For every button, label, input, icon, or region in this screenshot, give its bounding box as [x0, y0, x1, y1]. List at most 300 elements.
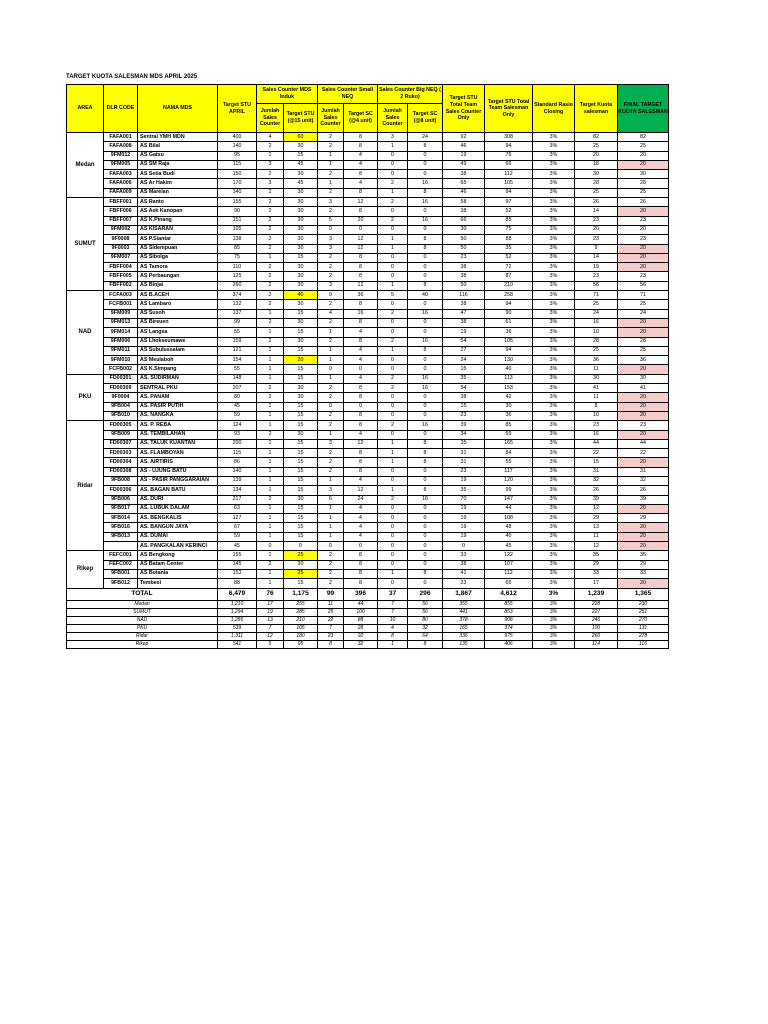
table-cell: 3% [533, 188, 575, 197]
area-summary-cell: 260 [575, 632, 618, 640]
table-row [67, 402, 669, 411]
table-cell: 94 [485, 300, 533, 309]
area-summary-cell: 8 [318, 641, 344, 649]
table-cell: SENTRAL PKU [138, 384, 218, 393]
table-cell: FCFA003 [104, 291, 138, 300]
table-cell: 30 [284, 337, 318, 346]
table-cell: 15 [284, 328, 318, 337]
table-row [67, 476, 669, 485]
table-cell: 15 [284, 374, 318, 383]
table-cell: 54 [443, 384, 485, 393]
table-cell: 2 [257, 235, 284, 244]
table-cell: 1 [318, 476, 344, 485]
table-cell: 30 [284, 300, 318, 309]
table-cell: 9FM002 [104, 225, 138, 234]
table-cell: 9 [318, 291, 344, 300]
table-cell: 15 [284, 309, 318, 318]
table-cell: 15 [284, 411, 318, 420]
table-cell: 170 [218, 179, 257, 188]
table-cell: 24 [443, 356, 485, 365]
header-area: AREA [67, 85, 104, 133]
table-cell: 0 [378, 151, 408, 160]
table-cell: 0 [408, 430, 443, 439]
table-cell: 63 [218, 504, 257, 513]
table-cell: 2 [257, 318, 284, 327]
area-summary-row [67, 616, 669, 624]
table-cell: 4 [344, 374, 378, 383]
table-cell: 8 [344, 142, 378, 151]
area-summary-cell: 13 [257, 616, 284, 624]
table-cell: 25 [618, 346, 669, 355]
area-summary-row [67, 608, 669, 616]
table-cell: 0 [408, 579, 443, 588]
table-row [67, 486, 669, 495]
table-cell: 15 [443, 365, 485, 374]
table-cell: 19 [443, 151, 485, 160]
table-cell: 2 [318, 300, 344, 309]
table-cell: 9FB013 [104, 532, 138, 541]
area-summary-cell: 28 [344, 624, 378, 632]
table-cell: 36 [485, 328, 533, 337]
table-row [67, 551, 669, 560]
table-cell: 8 [408, 281, 443, 290]
table-cell: 19 [443, 532, 485, 541]
table-cell: 134 [218, 486, 257, 495]
table-cell: 1 [257, 411, 284, 420]
area-summary-cell: 1,311 [218, 632, 257, 640]
table-cell: 258 [485, 291, 533, 300]
area-summary-cell: 3% [533, 632, 575, 640]
table-cell: 0 [378, 328, 408, 337]
table-cell: 3% [533, 551, 575, 560]
area-summary-cell: 270 [618, 616, 669, 624]
table-cell: 124 [218, 421, 257, 430]
table-row [67, 300, 669, 309]
table-cell: 40 [485, 532, 533, 541]
table-cell: 130 [485, 356, 533, 365]
table-cell: 22 [618, 449, 669, 458]
table-cell: 8 [575, 402, 618, 411]
header-jumlah-sales-counter-induk: Jumlah Sales Counter [257, 104, 284, 133]
table-cell: 8 [344, 411, 378, 420]
table-cell: 3% [533, 346, 575, 355]
table-cell: 4 [344, 476, 378, 485]
table-cell: 4 [344, 504, 378, 513]
area-summary-cell: 56 [408, 600, 443, 608]
area-summary-cell: 230 [618, 600, 669, 608]
table-cell: 55 [218, 365, 257, 374]
table-cell: 8 [344, 551, 378, 560]
table-cell: 3% [533, 281, 575, 290]
table-cell: 0 [378, 253, 408, 262]
table-cell: 2 [257, 263, 284, 272]
table-cell: 9FB009 [104, 430, 138, 439]
area-summary-cell: 135 [443, 641, 485, 649]
table-cell: 30 [618, 170, 669, 179]
table-cell: 24 [344, 495, 378, 504]
table-cell: 0 [408, 151, 443, 160]
table-cell: 0 [318, 542, 344, 551]
table-cell: 1 [257, 449, 284, 458]
table-cell: 3% [533, 532, 575, 541]
table-cell: 30 [485, 402, 533, 411]
table-cell: AS. NANGKA [138, 411, 218, 420]
table-row [67, 281, 669, 290]
table-row [67, 569, 669, 578]
header-jumlah-sales-counter-small: Jumlah Sales Counter [318, 104, 344, 133]
header-target-stu-15: Target STU (@15 unit) [284, 104, 318, 133]
table-cell: FD00308 [104, 467, 138, 476]
table-cell: FBFF001 [104, 198, 138, 207]
table-row [67, 253, 669, 262]
table-cell: 308 [485, 133, 533, 142]
table-cell: AS. AIRTIRIS [138, 458, 218, 467]
area-summary-cell: 180 [284, 632, 318, 640]
table-cell: 26 [618, 198, 669, 207]
table-cell: 0 [408, 504, 443, 513]
table-cell: 40 [485, 365, 533, 374]
table-cell: 140 [218, 467, 257, 476]
table-cell: 12 [344, 486, 378, 495]
table-cell: 59 [485, 430, 533, 439]
table-cell: AS - PASIR PANGGARAIAN [138, 476, 218, 485]
table-cell: 36 [344, 291, 378, 300]
table-cell: 3 [318, 198, 344, 207]
table-cell: 75 [485, 225, 533, 234]
table-cell: 139 [218, 476, 257, 485]
table-cell: 94 [485, 142, 533, 151]
table-row [67, 393, 669, 402]
table-row [67, 458, 669, 467]
table-cell: 4 [344, 179, 378, 188]
table-cell: 8 [344, 467, 378, 476]
table-cell: 19 [575, 263, 618, 272]
area-summary-label: Rikep [67, 641, 218, 649]
table-cell: 8 [408, 439, 443, 448]
table-cell: 115 [218, 160, 257, 169]
table-cell: AS. P. REBA [138, 421, 218, 430]
area-summary-cell: 56 [408, 608, 443, 616]
table-cell: 30 [618, 374, 669, 383]
header-sc-big-neq: Sales Counter Big NEQ ( 2 Ruko) [378, 85, 443, 104]
table-cell: AS Setia Budi [138, 170, 218, 179]
table-cell: AS. SUDIRMAN [138, 374, 218, 383]
table-cell: 1 [257, 504, 284, 513]
table-cell: 66 [485, 160, 533, 169]
table-cell: 2 [318, 449, 344, 458]
table-cell: 1 [257, 253, 284, 262]
table-cell: 19 [443, 504, 485, 513]
table-cell: 110 [218, 263, 257, 272]
table-cell: 55 [218, 328, 257, 337]
area-summary-cell: 165 [443, 624, 485, 632]
table-cell: AS Tamora [138, 263, 218, 272]
table-cell: 2 [257, 393, 284, 402]
table-cell: 0 [408, 160, 443, 169]
table-cell: 2 [318, 458, 344, 467]
table-cell: 0 [408, 253, 443, 262]
table-cell: 13 [575, 523, 618, 532]
area-cell: SUMUT [67, 198, 104, 291]
total-cell: 99 [318, 588, 344, 600]
table-cell: 8 [408, 346, 443, 355]
table-cell: 0 [378, 579, 408, 588]
table-cell: 9FM011 [104, 346, 138, 355]
header-jumlah-sales-counter-big: Jumlah Sales Counter [378, 104, 408, 133]
table-cell: 9FM009 [104, 309, 138, 318]
table-cell: 20 [284, 356, 318, 365]
table-cell: 116 [443, 291, 485, 300]
table-cell: 70 [443, 495, 485, 504]
table-cell: 3% [533, 179, 575, 188]
table-cell: 113 [485, 374, 533, 383]
area-summary-label: NAD [67, 616, 218, 624]
table-cell: 2 [378, 421, 408, 430]
table-row [67, 346, 669, 355]
table-cell: 154 [218, 356, 257, 365]
table-cell: AS Subulussalam [138, 346, 218, 355]
table-cell: AS K.Simpang [138, 365, 218, 374]
table-cell: 4 [344, 532, 378, 541]
table-cell: 4 [318, 309, 344, 318]
table-cell: 44 [575, 439, 618, 448]
table-cell: 88 [218, 579, 257, 588]
table-cell: 3 [318, 244, 344, 253]
table-row [67, 337, 669, 346]
table-cell: 15 [284, 514, 318, 523]
table-cell: 2 [257, 291, 284, 300]
table-cell: 9FB016 [104, 523, 138, 532]
table-cell: 23 [575, 235, 618, 244]
table-cell: AS. LUBUK DALAM [138, 504, 218, 513]
table-row [67, 142, 669, 151]
table-cell: 217 [218, 495, 257, 504]
table-cell: 0 [408, 207, 443, 216]
table-cell: 85 [485, 216, 533, 225]
header-target-sc-8: Target SC (@8 unit) [408, 104, 443, 133]
table-cell: 9FM012 [104, 151, 138, 160]
table-cell: 0 [408, 532, 443, 541]
table-cell: 15 [284, 365, 318, 374]
table-cell: 35 [443, 486, 485, 495]
table-cell: AS Batam Center [138, 560, 218, 569]
header-final-target-kuota-salesman: FINAL TARGET KUOTA SALESMAN [618, 85, 669, 133]
table-cell: 3% [533, 133, 575, 142]
table-cell: 30 [284, 560, 318, 569]
total-cell: 4,612 [485, 588, 533, 600]
table-cell: 30 [284, 142, 318, 151]
table-cell: 1 [257, 523, 284, 532]
table-cell: 0 [408, 476, 443, 485]
table-cell: 3% [533, 458, 575, 467]
area-summary-cell: 3% [533, 616, 575, 624]
area-summary-row [67, 624, 669, 632]
area-summary-cell: 3% [533, 624, 575, 632]
table-cell: Sentral YMH MDN [138, 133, 218, 142]
table-cell: 8 [344, 458, 378, 467]
area-summary-cell: 1 [378, 641, 408, 649]
table-cell: 2 [378, 216, 408, 225]
table-cell: 9FM014 [104, 328, 138, 337]
table-cell: 3% [533, 328, 575, 337]
total-cell: 76 [257, 588, 284, 600]
table-cell: 12 [344, 439, 378, 448]
table-row [67, 160, 669, 169]
table-cell: 34 [443, 430, 485, 439]
table-cell: 23 [618, 272, 669, 281]
table-cell: 2 [257, 225, 284, 234]
table-cell: 20 [344, 216, 378, 225]
table-cell: FCFB002 [104, 365, 138, 374]
total-row [67, 588, 669, 600]
table-cell: 9FM013 [104, 318, 138, 327]
table-cell: 31 [443, 449, 485, 458]
table-row [67, 532, 669, 541]
table-cell: 15 [284, 346, 318, 355]
table-cell: 25 [575, 300, 618, 309]
table-cell: FAFA006 [104, 179, 138, 188]
table-cell: 28 [618, 179, 669, 188]
area-summary-cell: 378 [443, 616, 485, 624]
area-cell: Ridar [67, 421, 104, 551]
table-cell: 2 [257, 384, 284, 393]
total-cell: 1,867 [443, 588, 485, 600]
table-row [67, 188, 669, 197]
area-summary-cell: 10 [378, 616, 408, 624]
table-cell: 32 [575, 476, 618, 485]
area-summary-row [67, 641, 669, 649]
table-cell: 8 [344, 384, 378, 393]
area-summary-cell: 4 [378, 624, 408, 632]
table-cell: 14 [575, 253, 618, 262]
table-cell: 67 [218, 523, 257, 532]
table-cell: 8 [408, 235, 443, 244]
table-cell: 8 [344, 318, 378, 327]
table-cell: AS. FLAMBOYAN [138, 449, 218, 458]
table-cell: 38 [443, 393, 485, 402]
table-cell: 2 [257, 272, 284, 281]
table-cell: FBFF005 [104, 272, 138, 281]
table-cell: 0 [378, 514, 408, 523]
table-cell: 165 [485, 439, 533, 448]
table-cell: 3% [533, 244, 575, 253]
table-cell: 8 [408, 188, 443, 197]
table-cell: 40 [408, 291, 443, 300]
table-cell: 36 [575, 356, 618, 365]
table-cell: 8 [344, 421, 378, 430]
table-row [67, 151, 669, 160]
area-summary-cell: 1,286 [218, 616, 257, 624]
table-cell: 86 [218, 458, 257, 467]
table-cell: 1 [378, 439, 408, 448]
table-cell: 8 [344, 579, 378, 588]
total-cell: 1,365 [618, 588, 669, 600]
table-cell: 15 [284, 151, 318, 160]
table-cell: 20 [618, 253, 669, 262]
table-cell: FAFA003 [104, 170, 138, 179]
table-cell: 2 [318, 253, 344, 262]
table-cell: 0 [344, 402, 378, 411]
table-cell: 3% [533, 449, 575, 458]
table-cell: 23 [443, 467, 485, 476]
table-cell: 8 [344, 560, 378, 569]
area-summary-cell: 278 [618, 632, 669, 640]
table-cell: FD00306 [104, 486, 138, 495]
table-cell: 2 [378, 374, 408, 383]
table-cell: 30 [284, 272, 318, 281]
table-cell: 30 [575, 170, 618, 179]
table-row [67, 514, 669, 523]
table-cell: 3% [533, 560, 575, 569]
table-cell: 10 [575, 328, 618, 337]
table-cell: 1 [378, 486, 408, 495]
area-summary-cell: 100 [575, 624, 618, 632]
table-cell: 3 [318, 281, 344, 290]
table-cell: 23 [575, 421, 618, 430]
table-cell: AS Ranto [138, 198, 218, 207]
table-cell: 3% [533, 421, 575, 430]
table-cell: 92 [443, 133, 485, 142]
table-cell: 105 [218, 225, 257, 234]
table-cell: 23 [618, 421, 669, 430]
area-summary-cell: 116 [618, 641, 669, 649]
area-summary-cell: 285 [284, 608, 318, 616]
table-cell: 35 [618, 551, 669, 560]
table-cell: 54 [443, 337, 485, 346]
table-cell: 2 [318, 133, 344, 142]
total-cell: 6,479 [218, 588, 257, 600]
table-cell: AS. BANGUN JAYA [138, 523, 218, 532]
table-cell: 24 [408, 133, 443, 142]
table-cell: 0 [378, 411, 408, 420]
header-dlr-code: DLR CODE [104, 85, 138, 133]
table-cell: 260 [218, 281, 257, 290]
table-cell: 15 [284, 486, 318, 495]
table-cell: 16 [408, 495, 443, 504]
table-cell: 20 [618, 263, 669, 272]
table-cell: 0 [443, 542, 485, 551]
table-cell: 9 [575, 244, 618, 253]
table-cell: 8 [344, 188, 378, 197]
table-cell: 0 [257, 542, 284, 551]
table-cell: 9FM007 [104, 253, 138, 262]
table-cell: 1 [318, 160, 344, 169]
table-cell: 39 [618, 495, 669, 504]
table-cell: 20 [618, 244, 669, 253]
table-cell: 55 [485, 458, 533, 467]
table-cell: 30 [284, 384, 318, 393]
table-cell: 19 [443, 328, 485, 337]
table-cell: 20 [575, 225, 618, 234]
table-cell: 2 [318, 569, 344, 578]
table-cell: 65 [485, 579, 533, 588]
table-cell: 4 [257, 133, 284, 142]
table-row [67, 170, 669, 179]
table-cell: 16 [408, 216, 443, 225]
table-cell: 3 [378, 133, 408, 142]
table-cell: 3% [533, 514, 575, 523]
table-cell: 2 [257, 337, 284, 346]
table-cell: 0 [408, 542, 443, 551]
table-cell: 99 [485, 486, 533, 495]
table-cell: 0 [378, 318, 408, 327]
table-cell: 2 [318, 551, 344, 560]
table-cell: 400 [218, 133, 257, 142]
table-cell: 88 [485, 235, 533, 244]
header-target-kuota-salesman: Target Kuota salesman [575, 85, 618, 133]
table-cell: 15 [284, 421, 318, 430]
table-cell: 0 [344, 225, 378, 234]
